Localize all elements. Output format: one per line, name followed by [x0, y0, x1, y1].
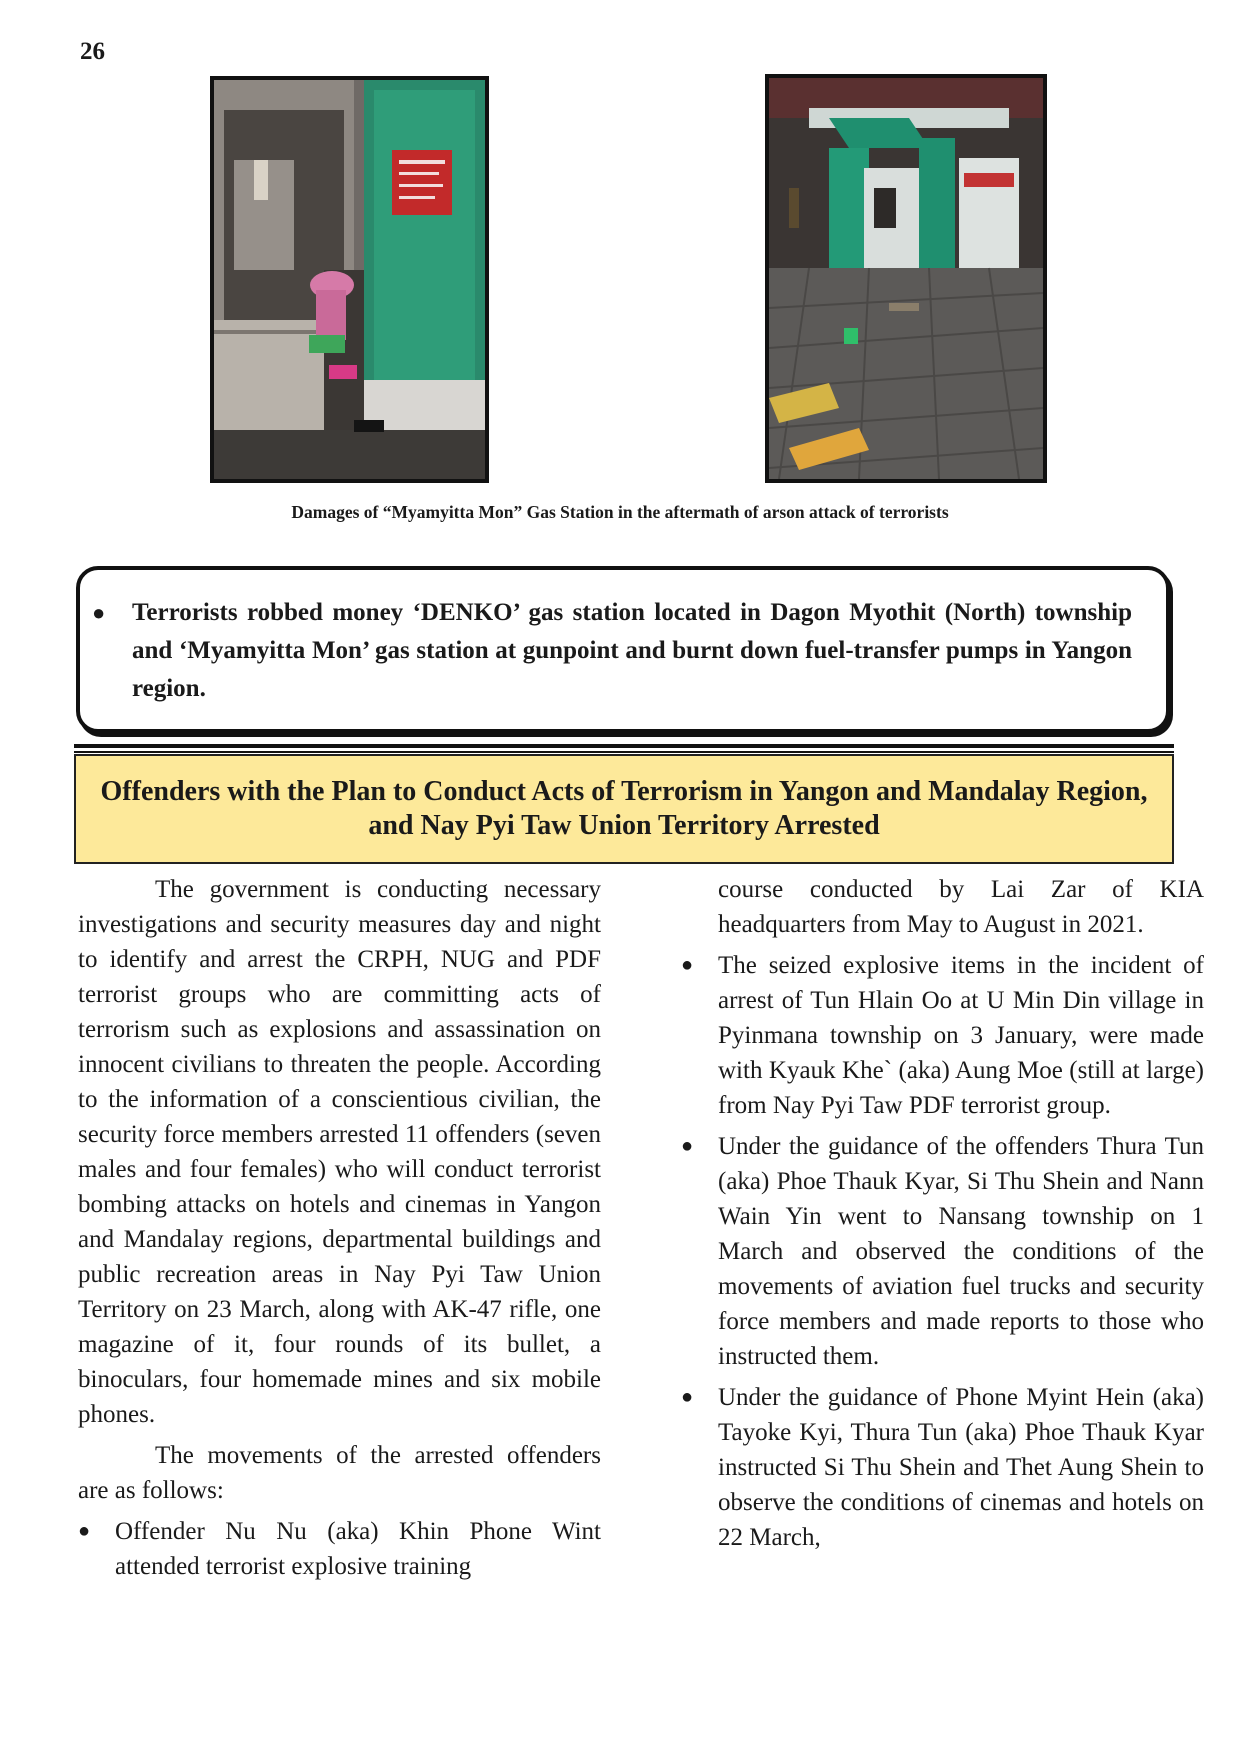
summary-callout-box [76, 566, 1170, 733]
list-item-text: The seized explosive items in the incident of arrest of Tun Hlain Oo at U Min Din village in Pyinmana township on 3 January, were made with Kyauk Khe` (aka) Aung Moe (still at large) from Nay Pyi Taw PDF terrorist group. [718, 952, 1204, 1119]
section-divider-thin [74, 751, 1174, 753]
section-divider [74, 744, 1174, 748]
list-item-text: Under the guidance of Phone Myint Hein (aka) Tayoke Kyi, Thura Tun (aka) Phoe Thauk Kyar instructed Si Thu Shein and Thet Aung Shein to observe the conditions of cinemas and hotels on 22 March, [718, 1384, 1204, 1551]
bullet-icon: ● [92, 600, 106, 625]
figure-caption: Damages of “Myamyitta Mon” Gas Station in the aftermath of arson attack of terrorists [291, 502, 949, 522]
callout-text: Terrorists robbed money ‘DENKO’ gas station located in Dagon Myothit (North) township and ‘Myamyitta Mon’ gas station at gunpoint and burnt down fuel-transfer pumps in Yangon region. [132, 599, 1132, 702]
list-item [681, 1129, 1204, 1374]
gas-station-forecourt-photo [765, 74, 1047, 483]
callout-item [92, 594, 1132, 708]
list-item-text: Offender Nu Nu (aka) Khin Phone Wint attended terrorist explosive training [115, 1518, 601, 1580]
list-item-text: Under the guidance of the offenders Thura Tun (aka) Phoe Thauk Kyar, Si Thu Shein and Nann Wain Yin went to Nansang township on 1 March and observed the conditions of the movements of aviation fuel trucks and security force members and made reports to those who instructed them. [718, 1133, 1204, 1370]
article-right-column [681, 872, 1204, 1561]
bullet-icon: ● [78, 1520, 91, 1542]
page-number: 26 [80, 38, 105, 65]
list-item [78, 1514, 601, 1584]
article-paragraph: The government is conducting necessary investigations and security measures day and night to identify and arrest the CRPH, NUG and PDF terrorist groups who are committing acts of terrorism such as explosions and assassination on innocent civilians to threaten the people. According to the information of a conscientious civilian, the security force members arrested 11 offenders (seven males and four females) who will conduct terrorist bombing attacks on hotels and cinemas in Yangon and Mandalay regions, departmental buildings and public recreation areas in Nay Pyi Taw Union Territory on 23 March, along with AK-47 rifle, one magazine of it, four rounds of its bullet, a binoculars, four homemade mines and six mobile phones. [78, 876, 601, 1428]
list-item [681, 948, 1204, 1123]
burnt-booth-photo [210, 76, 489, 483]
bullet-icon: ● [681, 1135, 694, 1157]
list-item-continuation: course conducted by Lai Zar of KIA headquarters from May to August in 2021. [718, 876, 1204, 938]
article-left-column [78, 872, 601, 1590]
article-headline: Offenders with the Plan to Conduct Acts of Terrorism in Yangon and Mandalay Region, and Nay Pyi Taw Union Territory Arrested [74, 754, 1174, 864]
bullet-icon: ● [681, 1386, 694, 1408]
bullet-icon: ● [681, 954, 694, 976]
list-item [681, 1380, 1204, 1555]
article-paragraph: The movements of the arrested offenders are as follows: [78, 1442, 601, 1504]
